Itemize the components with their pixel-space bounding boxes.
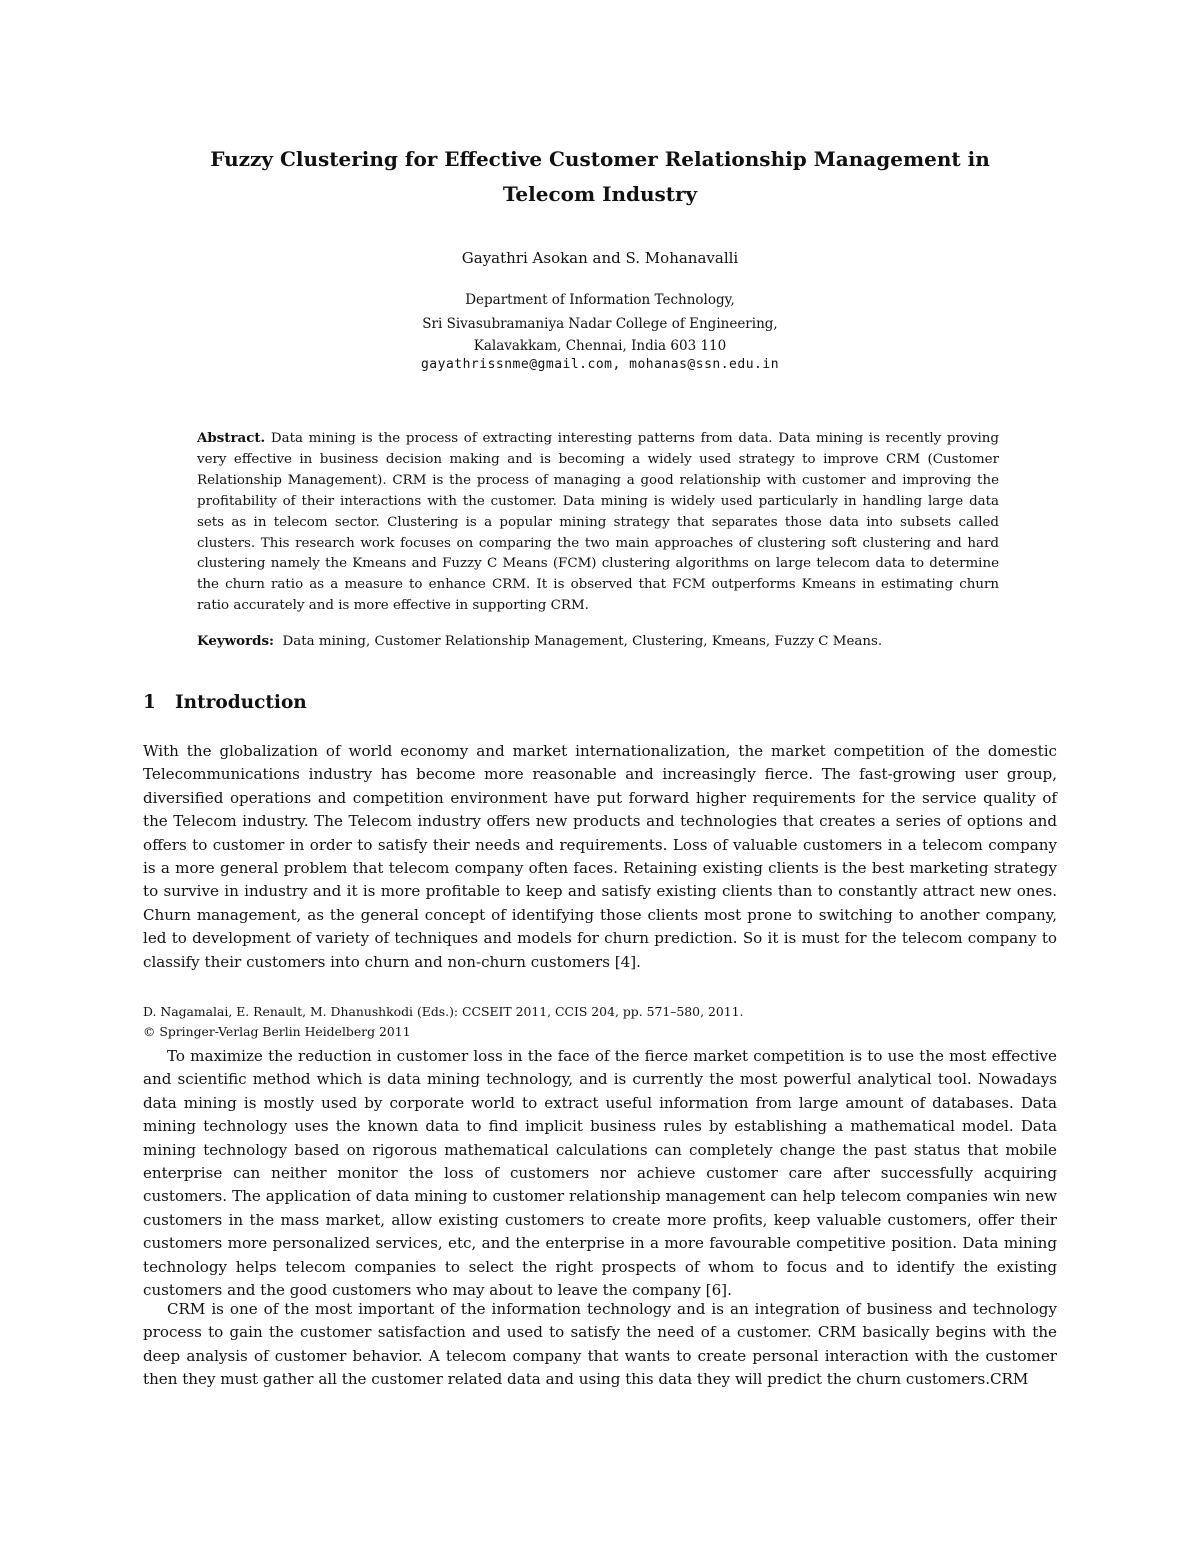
keywords-label: Keywords:: [197, 633, 275, 649]
intro-paragraph-1: With the globalization of world economy and market internationalization, the market competition of the domestic Telecommunications industry has become more reasonable and increasingly fierce. The fast-growing user group, diversified operations and competition environment have put forward higher requirements for the service quality of the Telecom industry. The Telecom industry offers new products and technologies that creates a series of options and offers to customer in order to satisfy their needs and requirements. Loss of valuable customers in a telecom company is a more general problem that telecom company often faces. Retaining existing clients is the best marketing strategy to survive in industry and it is more profitable to keep and satisfy existing clients than to constantly attract new ones. Churn management, as the general concept of identifying those clients most prone to switching to another company, led to development of variety of techniques and models for churn prediction. So it is must for the telecom company to classify their customers into churn and non-churn customers [4].: [143, 742, 1057, 971]
copyright-footnote: © Springer-Verlag Berlin Heidelberg 2011: [143, 1024, 411, 1039]
affiliation-department: Department of Information Technology,: [465, 292, 735, 308]
paper-title-line-2: Telecom Industry: [502, 182, 698, 206]
keywords: [197, 631, 999, 652]
affiliation-address: Kalavakkam, Chennai, India 603 110: [473, 338, 727, 354]
intro-paragraph-2: To maximize the reduction in customer loss in the face of the fierce market competition is to use the most effective and scientific method which is data mining technology, and is currently the most powerful analytical tool. Nowadays data mining is mostly used by corporate world to extract useful information from large amount of databases. Data mining technology uses the known data to find implicit business rules by establishing a mathematical model. Data mining technology based on rigorous mathematical calculations can completely change the past status that mobile enterprise can neither monitor the loss of customers nor achieve customer care after successfully acquiring customers. The application of data mining to customer relationship management can help telecom companies win new customers in the mass market, allow existing customers to create more profits, keep valuable customers, offer their customers more personalized services, etc, and the enterprise in a more favourable competitive position. Data mining technology helps telecom companies to select the right prospects of whom to focus and to identify the existing customers and the good customers who may about to leave the company [6].: [143, 1047, 1057, 1300]
keywords-text: Data mining, Customer Relationship Management, Clustering, Kmeans, Fuzzy C Means.: [282, 634, 883, 649]
intro-paragraph-3: CRM is one of the most important of the information technology and is an integration of business and technology process to gain the customer satisfaction and used to satisfy the need of a customer. CRM basically begins with the deep analysis of customer behavior. A telecom company that wants to create personal interaction with the customer then they must gather all the customer related data and using this data they will predict the churn customers.CRM: [143, 1300, 1057, 1389]
abstract: [197, 428, 999, 617]
affiliation-institution: Sri Sivasubramaniya Nadar College of Engineering,: [422, 316, 778, 332]
section-number: 1: [143, 692, 156, 713]
abstract-label: Abstract.: [197, 430, 266, 446]
author-emails: gayathrissnme@gmail.com, mohanas@ssn.edu.in: [420, 357, 780, 372]
paper-title-line-1: Fuzzy Clustering for Effective Customer Relationship Management in: [210, 147, 990, 171]
citation-footnote: D. Nagamalai, E. Renault, M. Dhanushkodi (Eds.): CCSEIT 2011, CCIS 204, pp. 571–580, 2011.: [143, 1004, 744, 1019]
abstract-text: Data mining is the process of extracting interesting patterns from data. Data mining is recently proving very effective in business decision making and is becoming a widely used strategy to improve CRM (Customer Relationship Management). CRM is the process of managing a good relationship with customer and improving the profitability of their interactions with the customer. Data mining is widely used particularly in handling large data sets as in telecom sector. Clustering is a popular mining strategy that separates those data into subsets called clusters. This research work focuses on comparing the two main approaches of clustering soft clustering and hard clustering namely the Kmeans and Fuzzy C Means (FCM) clustering algorithms on large telecom data to determine the churn ratio as a measure to enhance CRM. It is observed that FCM outperforms Kmeans in estimating churn ratio accurately and is more effective in supporting CRM.: [197, 431, 999, 614]
authors: Gayathri Asokan and S. Mohanavalli: [461, 249, 739, 267]
section-title: Introduction: [175, 692, 307, 713]
section-heading: [143, 690, 307, 716]
